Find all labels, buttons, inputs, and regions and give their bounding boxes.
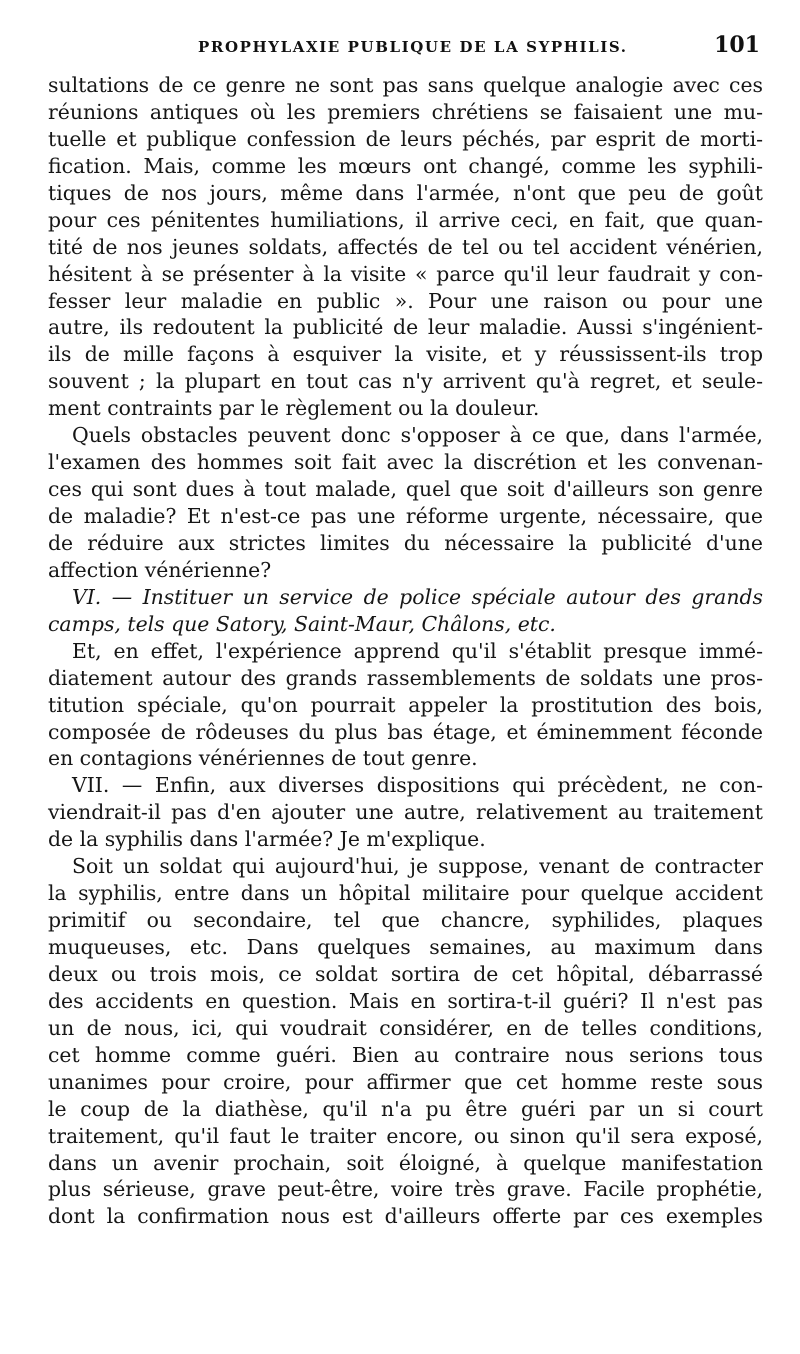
text-line: souvent ; la plupart en tout cas n'y arrivent qu'à regret, et seule- — [48, 369, 763, 394]
text-line: Quels obstacles peuvent donc s'opposer à ce que, dans l'armée, — [72, 423, 763, 448]
text-line: composée de rôdeuses du plus bas étage, et éminemment féconde — [48, 719, 763, 744]
text-line: des accidents en question. Mais en sortira-t-il guéri? Il n'est pas — [48, 988, 763, 1013]
text-line: ils de mille façons à esquiver la visite, et y réussissent-ils trop — [48, 342, 763, 367]
text-line: dans un avenir prochain, soit éloigné, à quelque manifestation — [48, 1150, 763, 1175]
text-line: unanimes pour croire, pour affirmer que cet homme reste sous — [48, 1069, 763, 1094]
text-line: VII. — Enfin, aux diverses dispositions qui précèdent, ne con- — [72, 773, 763, 798]
text-line: fication. Mais, comme les mœurs ont changé, comme les syphili- — [48, 153, 763, 178]
text-line: ces qui sont dues à tout malade, quel que soit d'ailleurs son genre — [48, 477, 763, 502]
text-line: tuelle et publique confession de leurs péchés, par esprit de morti- — [48, 126, 763, 151]
text-line: autre, ils redoutent la publicité de leur maladie. Aussi s'ingénient- — [48, 315, 763, 340]
text-line: fesser leur maladie en public ». Pour une raison ou pour une — [48, 288, 763, 313]
text-line: de maladie? Et n'est-ce pas une réforme urgente, nécessaire, que — [48, 504, 763, 528]
text-line: diatement autour des grands rassemblements de soldats une pros- — [48, 665, 763, 690]
text-line: de réduire aux strictes limites du nécessaire la publicité d'une — [48, 530, 763, 555]
section-heading-line: VI. — Instituer un service de police spéciale autour des grands — [72, 584, 763, 609]
text-line: muqueuses, etc. Dans quelques semaines, au maximum dans — [48, 935, 763, 959]
text-line: la syphilis, entre dans un hôpital militaire pour quelque accident — [48, 881, 763, 906]
section-heading-line: camps, tels que Satory, Saint-Maur, Châlons, etc. — [48, 611, 556, 636]
text-line: plus sérieuse, grave peut-être, voire très grave. Facile prophétie, — [48, 1177, 763, 1202]
text-line: cet homme comme guéri. Bien au contraire nous serions tous — [48, 1042, 763, 1067]
page-header — [48, 28, 762, 68]
text-line: de la syphilis dans l'armée? Je m'explique. — [48, 827, 486, 852]
page-number: 101 — [714, 32, 760, 58]
text-line: pour ces pénitentes humiliations, il arrive ceci, en fait, que quan- — [48, 207, 763, 232]
text-line: ment contraints par le règlement ou la douleur. — [48, 396, 540, 421]
text-line: l'examen des hommes soit fait avec la discrétion et les convenan- — [48, 450, 763, 475]
text-line: viendrait-il pas d'en ajouter une autre, relativement au traitement — [48, 800, 763, 825]
text-line: deux ou trois mois, ce soldat sortira de cet hôpital, débarrassé — [48, 961, 763, 986]
text-line: en contagions vénériennes de tout genre. — [48, 746, 478, 771]
body-text — [48, 72, 763, 1230]
text-line: tiques de nos jours, même dans l'armée, n'ont que peu de goût — [48, 180, 763, 205]
text-line: réunions antiques où les premiers chrétiens se faisaient une mu- — [48, 99, 763, 124]
text-line: Et, en effet, l'expérience apprend qu'il s'établit presque immé- — [72, 638, 763, 663]
text-line: affection vénérienne? — [48, 557, 272, 582]
running-title: PROPHYLAXIE PUBLIQUE DE LA SYPHILIS. — [198, 38, 628, 56]
text-line: primitif ou secondaire, tel que chancre, syphilides, plaques — [48, 908, 763, 933]
text-line: Soit un soldat qui aujourd'hui, je suppose, venant de contracter — [72, 854, 763, 879]
text-line: traitement, qu'il faut le traiter encore, ou sinon qu'il sera exposé, — [48, 1123, 763, 1148]
text-line: dont la confirmation nous est d'ailleurs offerte par ces exemples — [48, 1204, 763, 1229]
text-line: hésitent à se présenter à la visite « parce qu'il leur faudrait y con- — [48, 261, 763, 286]
text-line: un de nous, ici, qui voudrait considérer, en de telles conditions, — [48, 1015, 763, 1040]
text-line: titution spéciale, qu'on pourrait appeler la prostitution des bois, — [48, 692, 763, 717]
text-line: sultations de ce genre ne sont pas sans quelque analogie avec ces — [48, 73, 763, 97]
text-line: le coup de la diathèse, qu'il n'a pu être guéri par un si court — [48, 1096, 763, 1121]
text-line: tité de nos jeunes soldats, affectés de tel ou tel accident vénérien, — [48, 234, 763, 259]
